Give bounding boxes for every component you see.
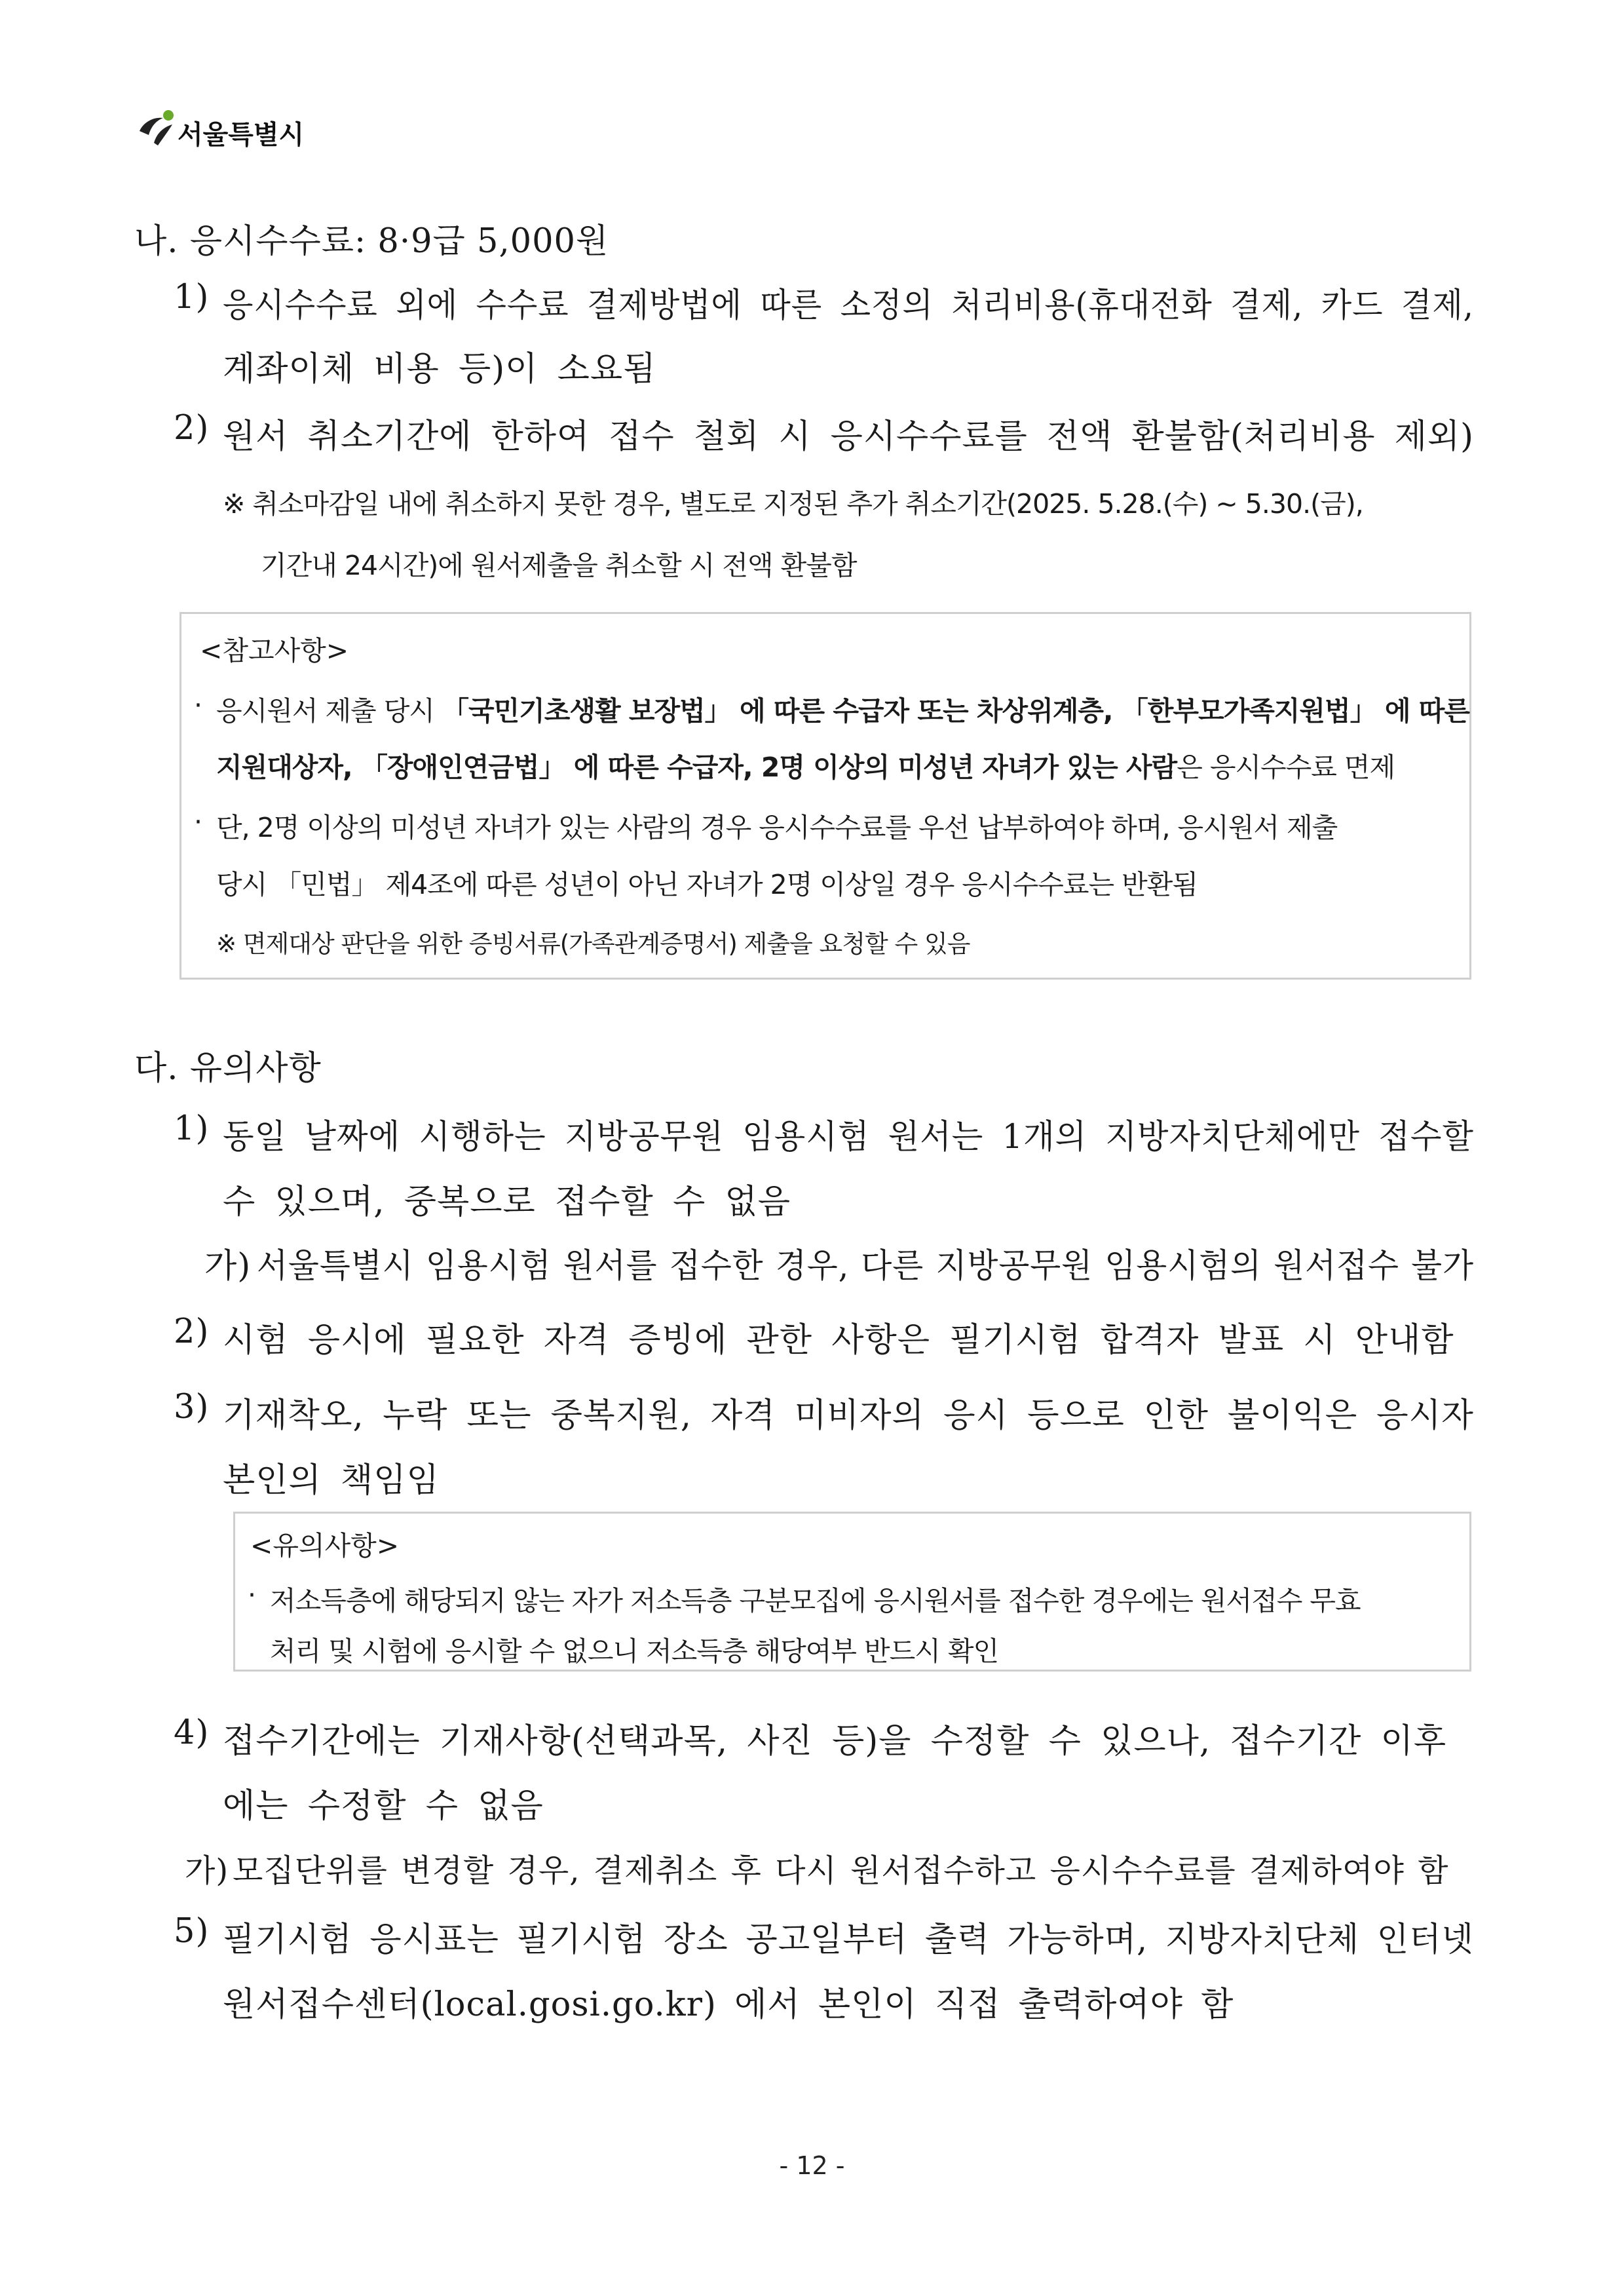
seoul-logo-icon [134, 105, 180, 151]
reference-note: ※ 면제대상 판단을 위한 증빙서류(가족관계증명서) 제출을 요청할 수 있음 [216, 930, 970, 958]
caution-item1-line1: 동일 날짜에 시행하는 지방공무원 임용시험 원서는 1개의 지방자치단체에만 접수할 [223, 1118, 1474, 1157]
page-number: - 12 - [779, 2151, 845, 2180]
caution-item5-line1: 필기시험 응시표는 필기시험 장소 공고일부터 출력 가능하며, 지방자치단체 인터넷 [223, 1921, 1474, 1959]
fee-note-line1: ※ 취소마감일 내에 취소하지 못한 경우, 별도로 지정된 추가 취소기간(2025. 5.28.(수) ~ 5.30.(금), [223, 488, 1363, 520]
caution-item4-sub-line1: 모집단위를 변경할 경우, 결제취소 후 다시 원서접수하고 응시수수료를 결제하여야 함 [233, 1852, 1449, 1889]
fee-item2-line1: 원서 취소기간에 한하여 접수 철회 시 응시수수료를 전액 환불함(처리비용 제외) [223, 417, 1474, 456]
reference-bullet1-mark: · [194, 689, 203, 721]
caution-item3-number: 3) [174, 1388, 210, 1426]
fee-heading: 나. 응시수수료: 8·9급 5,000원 [134, 222, 609, 261]
caution-box-title: <유의사항> [250, 1530, 400, 1561]
reference-bullet1-line2: 지원대상자, 「장애인연금법」 에 따른 수급자, 2명 이상의 미성년 자녀가 있는 사람은 응시수수료 면제 [216, 752, 1395, 783]
fee-item1-line2: 계좌이체 비용 등)이 소요됨 [223, 350, 656, 389]
fee-item2-number: 2) [174, 409, 210, 448]
reference-bullet2-line2: 당시 「민법」 제4조에 따른 성년이 아닌 자녀가 2명 이상일 경우 응시수수료는 반환됨 [216, 869, 1198, 900]
caution-item4-sub-number: 가) [185, 1852, 229, 1889]
cautions-heading: 다. 유의사항 [134, 1049, 322, 1088]
caution-item1-sub-line1: 서울특별시 임용시험 원서를 접수한 경우, 다른 지방공무원 임용시험의 원서접수 불가 [257, 1247, 1475, 1286]
fee-note-line2: 기간내 24시간)에 원서제출을 취소할 시 전액 환불함 [261, 550, 857, 581]
fee-item1-line1: 응시수수료 외에 수수료 결제방법에 따른 소정의 처리비용(휴대전화 결제, 카드 결제, [223, 286, 1474, 325]
caution-box-line2: 처리 및 시험에 응시할 수 없으니 저소득층 해당여부 반드시 확인 [270, 1636, 999, 1667]
reference-bullet2-mark: · [194, 806, 203, 837]
caution-item1-sub-number: 가) [204, 1247, 252, 1286]
caution-item1-number: 1) [174, 1109, 210, 1148]
reference-bullet2-line1: 단, 2명 이상의 미성년 자녀가 있는 사람의 경우 응시수수료를 우선 납부하여야 하며, 응시원서 제출 [216, 812, 1338, 843]
caution-item5-number: 5) [174, 1912, 210, 1951]
caution-item5-line2: 원서접수센터(local.gosi.go.kr) 에서 본인이 직접 출력하여야 함 [223, 1985, 1234, 2024]
caution-item4-line1: 접수기간에는 기재사항(선택과목, 사진 등)을 수정할 수 있으나, 접수기간 이후 [223, 1722, 1447, 1761]
fee-item1-number: 1) [174, 278, 210, 316]
caution-item3-line1: 기재착오, 누락 또는 중복지원, 자격 미비자의 응시 등으로 인한 불이익은 응시자 [223, 1396, 1474, 1435]
reference-bullet1-line1: 응시원서 제출 당시 「국민기초생활 보장법」 에 따른 수급자 또는 차상위계층, 「한부모가족지원법」 에 따른 [216, 695, 1469, 727]
caution-box-mark: · [248, 1579, 257, 1611]
reference-box-title: <참고사항> [200, 635, 349, 666]
caution-item3-line2: 본인의 책임임 [223, 1461, 440, 1500]
caution-item1-line2: 수 있으며, 중복으로 접수할 수 없음 [223, 1183, 791, 1221]
reference-bullet1-bold-laws: 「국민기초생활 보장법」 에 따른 수급자 또는 차상위계층, 「한부모가족지원법」 에 따른 [442, 695, 1469, 727]
logo-text: 서울특별시 [178, 120, 305, 150]
reference-bullet1-bold-eligible: 지원대상자, 「장애인연금법」 에 따른 수급자, 2명 이상의 미성년 자녀가 있는 사람 [216, 752, 1177, 783]
caution-item2-number: 2) [174, 1312, 210, 1351]
caution-item2-line1: 시험 응시에 필요한 자격 증빙에 관한 사항은 필기시험 합격자 발표 시 안내함 [223, 1321, 1454, 1360]
caution-item4-line2: 에는 수정할 수 없음 [223, 1787, 544, 1826]
caution-item4-number: 4) [174, 1713, 210, 1752]
caution-box-line1: 저소득층에 해당되지 않는 자가 저소득층 구분모집에 응시원서를 접수한 경우에는 원서접수 무효 [270, 1585, 1361, 1617]
